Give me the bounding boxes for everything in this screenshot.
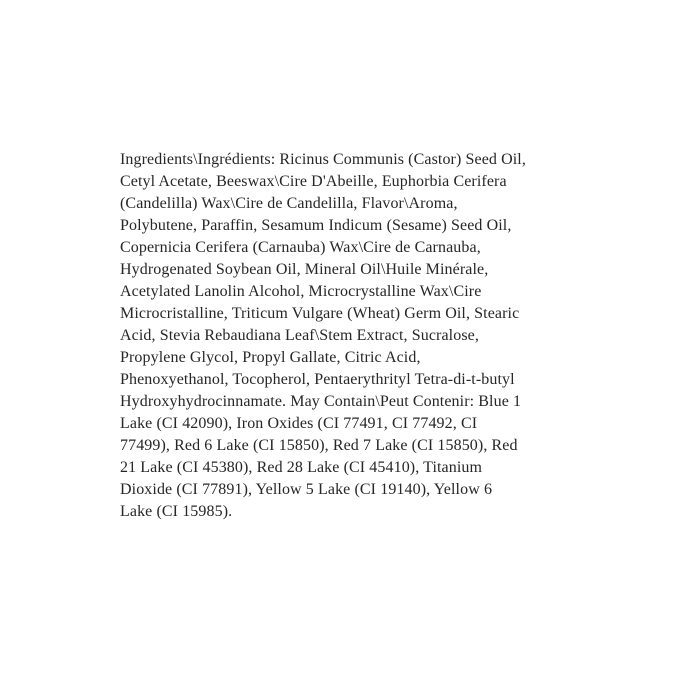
text-line: Microcristalline, Triticum Vulgare (Wheat) Germ Oil, Stearic xyxy=(120,305,520,322)
text-line: Hydroxyhydrocinnamate. May Contain\Peut Contenir: Blue 1 xyxy=(120,393,522,410)
text-line: Phenoxyethanol, Tocopherol, Pentaerythrityl Tetra-di-t-butyl xyxy=(120,371,515,388)
text-line: 77499), Red 6 Lake (CI 15850), Red 7 Lake (CI 15850), Red xyxy=(120,437,518,454)
text-line: Hydrogenated Soybean Oil, Mineral Oil\Huile Minérale, xyxy=(120,261,489,278)
text-line: Lake (CI 15985). xyxy=(120,503,233,520)
text-line: Ingredients\Ingrédients: Ricinus Communis (Castor) Seed Oil, xyxy=(120,151,526,168)
text-line: Acid, Stevia Rebaudiana Leaf\Stem Extract, Sucralose, xyxy=(120,327,479,344)
text-line: Propylene Glycol, Propyl Gallate, Citric Acid, xyxy=(120,349,421,366)
text-line: Acetylated Lanolin Alcohol, Microcrystalline Wax\Cire xyxy=(120,283,482,300)
text-line: (Candelilla) Wax\Cire de Candelilla, Flavor\Aroma, xyxy=(120,195,458,212)
text-line: Polybutene, Paraffin, Sesamum Indicum (Sesame) Seed Oil, xyxy=(120,217,512,234)
text-line: Cetyl Acetate, Beeswax\Cire D'Abeille, Euphorbia Cerifera xyxy=(120,173,507,190)
text-line: 21 Lake (CI 45380), Red 28 Lake (CI 45410), Titanium xyxy=(120,459,483,476)
text-line: Copernicia Cerifera (Carnauba) Wax\Cire de Carnauba, xyxy=(120,239,481,256)
ingredients-text-block xyxy=(120,149,580,523)
text-line: Dioxide (CI 77891), Yellow 5 Lake (CI 19140), Yellow 6 xyxy=(120,481,493,498)
text-line: Lake (CI 42090), Iron Oxides (CI 77491, CI 77492, CI xyxy=(120,415,478,432)
